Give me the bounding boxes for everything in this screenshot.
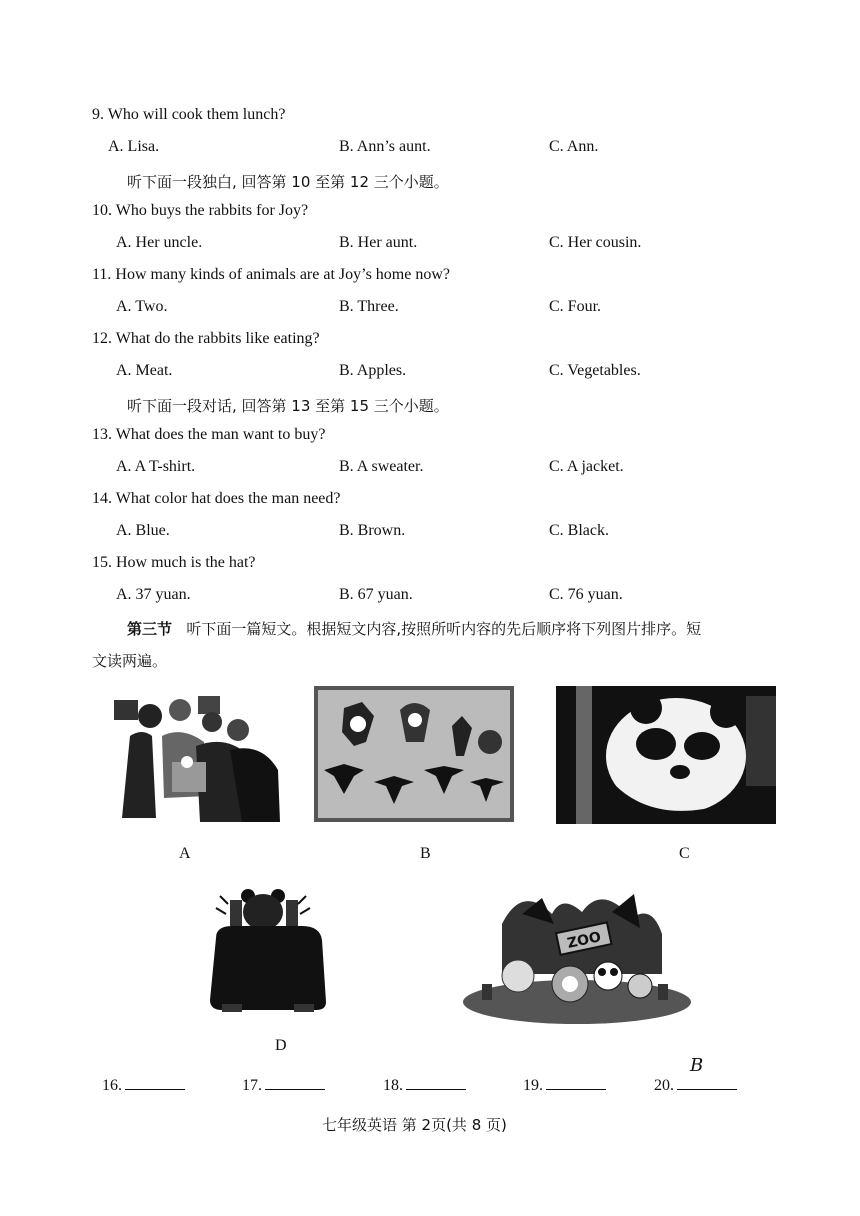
answer-blank-19[interactable]: 19. bbox=[523, 1075, 606, 1095]
q13-stem: 13. What does the man want to buy? bbox=[92, 426, 326, 443]
q12-option-a: A. Meat. bbox=[116, 362, 173, 379]
picture-b-label: B bbox=[420, 845, 431, 862]
instruction-dialogue: 听下面一段对话, 回答第 13 至第 15 三个小题。 bbox=[127, 397, 449, 415]
q12-option-c: C. Vegetables. bbox=[549, 362, 641, 379]
q13-option-a: A. A T-shirt. bbox=[116, 458, 196, 475]
q12-stem: 12. What do the rabbits like eating? bbox=[92, 330, 320, 347]
picture-a-label: A bbox=[179, 845, 191, 862]
page-footer: 七年级英语 第 2页(共 8 页) bbox=[322, 1116, 507, 1134]
picture-a-family-greeting bbox=[112, 686, 282, 824]
section3-instruction-line2: 文读两遍。 bbox=[92, 652, 168, 670]
q15-stem: 15. How much is the hat? bbox=[92, 554, 256, 571]
q10-option-a: A. Her uncle. bbox=[116, 234, 203, 251]
answer-blank-16[interactable]: 16. bbox=[102, 1075, 185, 1095]
q9-option-c: C. Ann. bbox=[549, 138, 599, 155]
q15-option-c: C. 76 yuan. bbox=[549, 586, 623, 603]
q14-stem: 14. What color hat does the man need? bbox=[92, 490, 341, 507]
q9-stem: 9. Who will cook them lunch? bbox=[92, 106, 286, 123]
q11-option-c: C. Four. bbox=[549, 298, 602, 315]
q15-option-a: A. 37 yuan. bbox=[116, 586, 191, 603]
handwritten-answer: B bbox=[690, 1055, 704, 1076]
zoo-sign-text: ZOO bbox=[565, 929, 603, 952]
q12-option-b: B. Apples. bbox=[339, 362, 407, 379]
q15-option-b: B. 67 yuan. bbox=[339, 586, 413, 603]
answer-blank-20[interactable]: 20. bbox=[654, 1075, 737, 1095]
picture-c-panda bbox=[556, 686, 776, 824]
section3-instruction-line1 bbox=[127, 618, 701, 639]
section3-text: 听下面一篇短文。根据短文内容,按照所听内容的先后顺序将下列图片排序。短 bbox=[186, 620, 702, 638]
instruction-monologue: 听下面一段独白, 回答第 10 至第 12 三个小题。 bbox=[127, 173, 449, 191]
q13-option-b: B. A sweater. bbox=[339, 458, 424, 475]
q10-option-c: C. Her cousin. bbox=[549, 234, 642, 251]
picture-b-kites bbox=[314, 686, 514, 822]
q11-option-b: B. Three. bbox=[339, 298, 399, 315]
q14-option-b: B. Brown. bbox=[339, 522, 406, 539]
q11-stem: 11. How many kinds of animals are at Joy’s home now? bbox=[92, 266, 451, 283]
q10-option-b: B. Her aunt. bbox=[339, 234, 418, 251]
picture-d-bear-car bbox=[202, 878, 342, 1018]
q14-option-c: C. Black. bbox=[549, 522, 609, 539]
answer-blank-18[interactable]: 18. bbox=[383, 1075, 466, 1095]
q11-option-a: A. Two. bbox=[116, 298, 168, 315]
q13-option-c: C. A jacket. bbox=[549, 458, 624, 475]
answer-blank-17[interactable]: 17. bbox=[242, 1075, 325, 1095]
picture-d-label: D bbox=[275, 1037, 287, 1054]
picture-e-zoo bbox=[462, 884, 692, 1026]
q10-stem: 10. Who buys the rabbits for Joy? bbox=[92, 202, 309, 219]
q9-option-b: B. Ann’s aunt. bbox=[339, 138, 431, 155]
q14-option-a: A. Blue. bbox=[116, 522, 170, 539]
q9-option-a: A. Lisa. bbox=[108, 138, 160, 155]
section3-title: 第三节 bbox=[127, 620, 173, 638]
picture-c-label: C bbox=[679, 845, 690, 862]
